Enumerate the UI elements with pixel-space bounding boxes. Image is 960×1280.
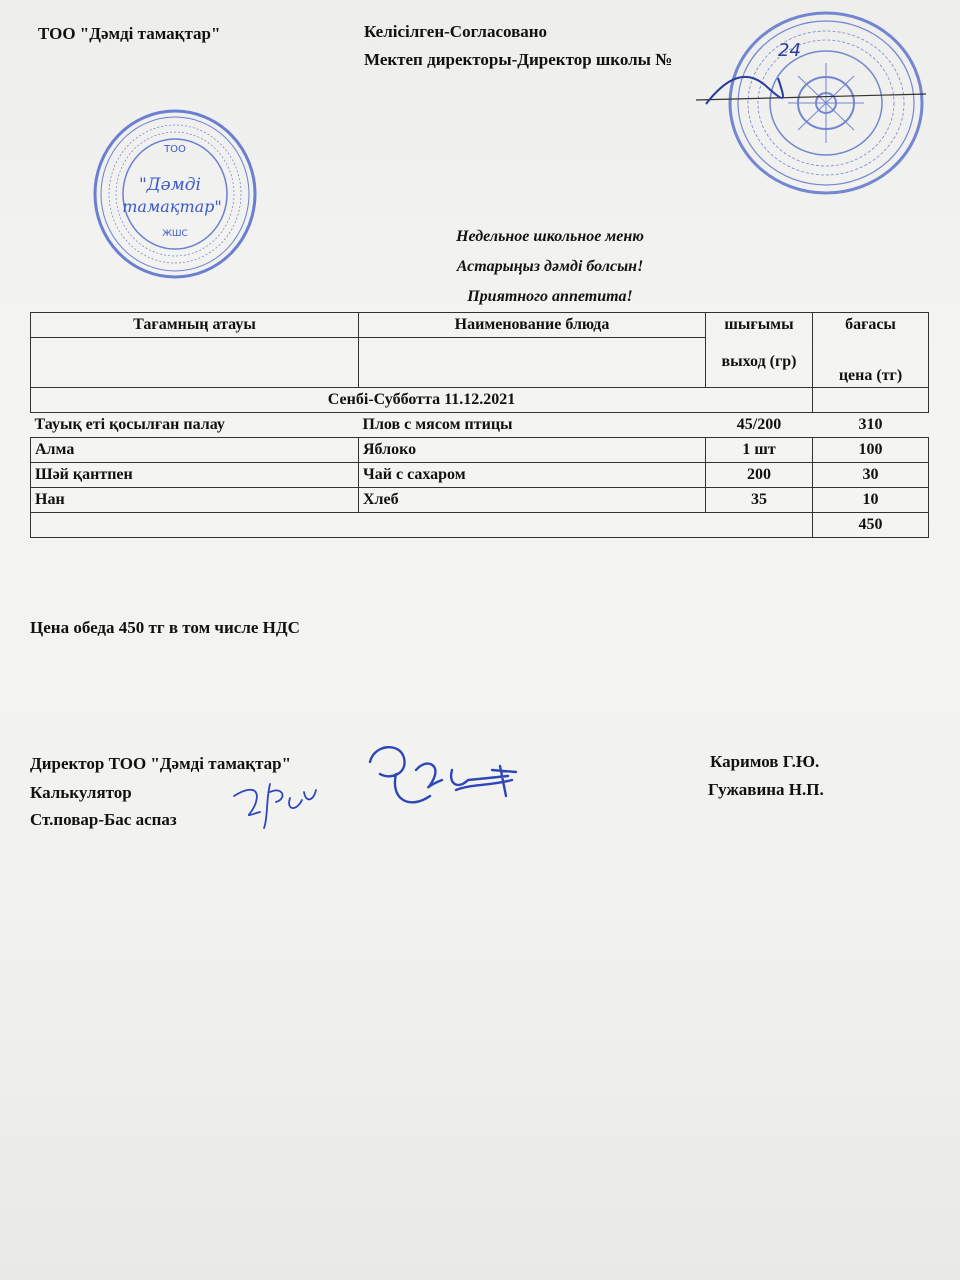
- director-label: Директор ТОО "Дәмді тамақтар": [30, 754, 292, 773]
- header-kz-name: Тағамның атауы: [31, 313, 359, 338]
- dish-ru: Плов с мясом птицы: [362, 416, 513, 433]
- seal-text-name1: "Дәмді: [138, 175, 202, 195]
- day-label: Сенбі-Субботта 11.12.2021: [31, 388, 813, 413]
- director-signature: [360, 740, 525, 820]
- chef-label: Ст.повар-Бас аспаз: [30, 810, 177, 829]
- seal-text-bottom: ЖШС: [162, 229, 188, 239]
- table-row: [31, 413, 929, 438]
- company-name: ТОО "Дәмді тамақтар": [38, 24, 221, 43]
- seal-text-top: ТОО: [164, 144, 186, 155]
- calculator-name: Гужавина Н.П.: [708, 780, 824, 799]
- dish-yield: 1 шт: [706, 438, 813, 463]
- total-price: 450: [813, 513, 929, 538]
- approval-director-line: Мектеп директоры-Директор школы №: [364, 50, 673, 69]
- school-number-handwritten: 24: [778, 40, 801, 61]
- header-blank-2: [359, 338, 706, 388]
- menu-title: Недельное школьное меню: [456, 228, 644, 245]
- total-row: [31, 513, 929, 538]
- header-yield-ru: выход (гр): [706, 338, 813, 388]
- dish-kz: Нан: [31, 488, 359, 513]
- table-row: [31, 438, 929, 463]
- dish-ru: Чай с сахаром: [359, 463, 706, 488]
- dish-kz: Алма: [31, 438, 359, 463]
- dish-price: 30: [813, 463, 929, 488]
- header-row: [31, 313, 929, 338]
- dish-price: 10: [813, 488, 929, 513]
- header-blank-1: [31, 338, 359, 388]
- calculator-label: Калькулятор: [30, 783, 132, 802]
- table-row: [31, 488, 929, 513]
- company-seal-left: [92, 108, 258, 280]
- official-seal-right: [726, 8, 926, 198]
- calculator-signature: [230, 778, 320, 830]
- menu-subtitle-kz: Астарыңыз дәмді болсын!: [456, 258, 644, 275]
- day-row: [31, 388, 929, 413]
- dish-ru: Хлеб: [359, 488, 706, 513]
- dish-yield: 45/200: [736, 416, 782, 433]
- header-row-2: [31, 338, 929, 388]
- approval-title: Келісілген-Согласовано: [364, 22, 548, 41]
- dish-yield: 200: [706, 463, 813, 488]
- header-price-ru: цена (тг): [813, 338, 929, 388]
- director-name: Каримов Г.Ю.: [710, 752, 820, 771]
- header-price-kz: бағасы: [813, 313, 929, 338]
- menu-table: [30, 312, 929, 538]
- dish-yield: 35: [706, 488, 813, 513]
- dish-kz: Тауық еті қосылған палау: [34, 416, 225, 433]
- header-ru-name: Наименование блюда: [359, 313, 706, 338]
- dish-kz: Шәй қантпен: [31, 463, 359, 488]
- day-blank: [813, 388, 929, 413]
- header-yield-kz: шығымы: [706, 313, 813, 338]
- dish-ru: Яблоко: [359, 438, 706, 463]
- price-note: Цена обеда 450 тг в том числе НДС: [30, 618, 300, 637]
- table-row: [31, 463, 929, 488]
- seal-text-name2: тамақтар": [122, 197, 222, 216]
- menu-subtitle-ru: Приятного аппетита!: [467, 288, 633, 305]
- dish-price: 100: [813, 438, 929, 463]
- total-blank: [31, 513, 813, 538]
- dish-price: 310: [858, 416, 883, 433]
